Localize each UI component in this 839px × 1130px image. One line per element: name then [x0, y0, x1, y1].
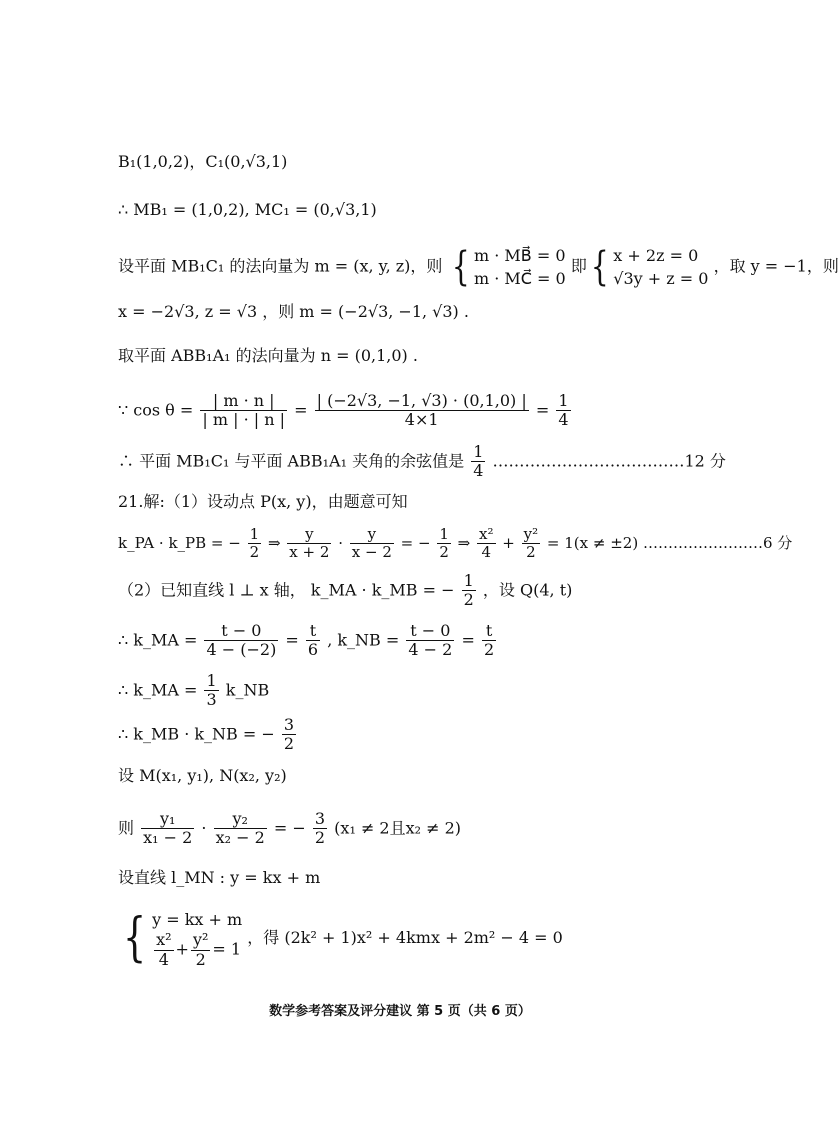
- fraction: $\frac{\text{x²}}{4}$: [479, 525, 494, 562]
- slope-values: ∴ k_MA = $\frac{t - 0}{4 - (-2)}$ = $\frac{t}{6}$ , k_NB = $\frac{t - 0}{4 - 2}$ = $\frac{t}{2}$: [118, 621, 495, 660]
- left-brace: {: [122, 908, 147, 969]
- normal-vector-setup: 设平面 MB₁C₁ 的法向量为 m = (x, y, z)，则 { m · MB⃗ = 0 m · MC⃗ = 0 即{ x + 2z = 0 √3y + z = 0 ，取 y = −1，则: [118, 244, 839, 291]
- slope-product: ∴ k_MB · k_NB = − $\frac{3}{2}$: [118, 715, 295, 754]
- fraction: $\frac{\text{x²}}{4}$: [156, 930, 172, 969]
- fraction: $\frac{1}{2}$: [463, 571, 474, 610]
- score-marker: ……………………6 分: [642, 533, 793, 552]
- fraction: $\frac{3}{2}$: [283, 715, 295, 754]
- fraction: $\frac{y}{x + 2}$: [289, 525, 330, 562]
- fraction: $\frac{1}{2}$: [439, 525, 449, 562]
- score-marker: ………………………………12 分: [492, 451, 726, 471]
- left-brace: {: [590, 244, 609, 291]
- fraction: $\frac{y}{x - 2}$: [351, 525, 392, 562]
- cosine-computation: ∵ cos θ = $\frac{| m \cdot n |}{| m | \cdot | n |}$ = $\frac{| (-2√3, -1, √3) \cdot (0,1,0) |}{4\times 1}$ = $\frac{1}{4}$: [118, 391, 569, 430]
- coordinate-relation: 则 $\frac{\text{y₁}}{\text{x₁ − 2}}$ · $\frac{\text{y₂}}{\text{x₂ − 2}}$ = − $\frac{3}{2}$ (x₁ ≠ 2且x₂ ≠ 2): [118, 809, 462, 848]
- fraction: $\frac{1}{2}$: [249, 525, 260, 562]
- line-equation: 设直线 l_MN : y = kx + m: [118, 868, 321, 887]
- fraction: $\frac{\text{y₂}}{\text{x₂ − 2}}$: [215, 809, 265, 848]
- equation-system-2: x + 2z = 0 √3y + z = 0: [613, 246, 709, 289]
- point-coordinates: B₁(1,0,2)，C₁(0,√3,1): [118, 152, 288, 171]
- cosine-conclusion: ∴ 平面 MB₁C₁ 与平面 ABB₁A₁ 夹角的余弦值是 $\frac{1}{4}$ ………………………………12 分: [118, 442, 726, 481]
- equation-system-1: m · MB⃗ = 0 m · MC⃗ = 0: [473, 246, 566, 289]
- fraction: $\frac{\text{y²}}{2}$: [192, 930, 209, 969]
- normal-vector-result: x = −2√3, z = √3 ，则 m = (−2√3, −1, √3) .: [118, 302, 469, 321]
- fraction: $\frac{t}{6}$: [307, 621, 319, 660]
- problem-21-heading: 21.解:（1）设动点 P(x, y)，由题意可知: [118, 492, 408, 511]
- second-normal-vector: 取平面 ABB₁A₁ 的法向量为 n = (0,1,0) .: [118, 346, 418, 365]
- fraction: $\frac{| m \cdot n |}{| m | \cdot | n |}$: [202, 391, 286, 430]
- fraction: $\frac{1}{4}$: [558, 391, 569, 430]
- points-definition: 设 M(x₁, y₁), N(x₂, y₂): [118, 766, 287, 785]
- fraction: $\frac{1}{3}$: [206, 671, 217, 710]
- page-footer: 数学参考答案及评分建议 第 5 页（共 6 页）: [269, 1004, 531, 1019]
- fraction: $\frac{t}{2}$: [483, 621, 495, 660]
- fraction: $\frac{3}{2}$: [314, 809, 326, 848]
- system-of-equations: { y = kx + m $\frac{\text{x²}}{4}$ + $\frac{\text{y²}}{2}$ = 1 ，得 (2k² + 1)x² + 4kmx + 2m² − 4 = 0: [122, 908, 563, 969]
- slope-product-derivation: k_PA · k_PB = − $\frac{1}{2}$ ⇒ $\frac{y}{x + 2}$ · $\frac{y}{x - 2}$ = − $\frac{1}{2}$ ⇒ $\frac{\text{x²}}{4}$ + $\frac{\text{y²}}{2}$ = 1(x ≠ ±2) ……………………6 分: [118, 525, 793, 562]
- fraction: $\frac{t - 0}{4 - (-2)}$: [206, 621, 277, 660]
- slope-relation: ∴ k_MA = $\frac{1}{3}$ k_NB: [118, 671, 270, 710]
- part-2-setup: （2）已知直线 l ⊥ x 轴， k_MA · k_MB = − $\frac{1}{2}$ ，设 Q(4, t): [118, 571, 573, 610]
- fraction: $\frac{\text{y²}}{2}$: [523, 525, 539, 562]
- fraction: $\frac{\text{y₁}}{\text{x₁ − 2}}$: [143, 809, 193, 848]
- fraction: $\frac{t - 0}{4 - 2}$: [408, 621, 453, 660]
- vector-definitions: ∴ MB₁ = (1,0,2), MC₁ = (0,√3,1): [118, 200, 377, 219]
- fraction: $\frac{| (-2√3, -1, √3) \cdot (0,1,0) |}{4\times 1}$: [316, 391, 527, 430]
- fraction: $\frac{1}{4}$: [473, 442, 484, 481]
- left-brace: {: [451, 244, 470, 291]
- equation-system-3: y = kx + m $\frac{\text{x²}}{4}$ + $\frac{\text{y²}}{2}$ = 1: [152, 910, 243, 969]
